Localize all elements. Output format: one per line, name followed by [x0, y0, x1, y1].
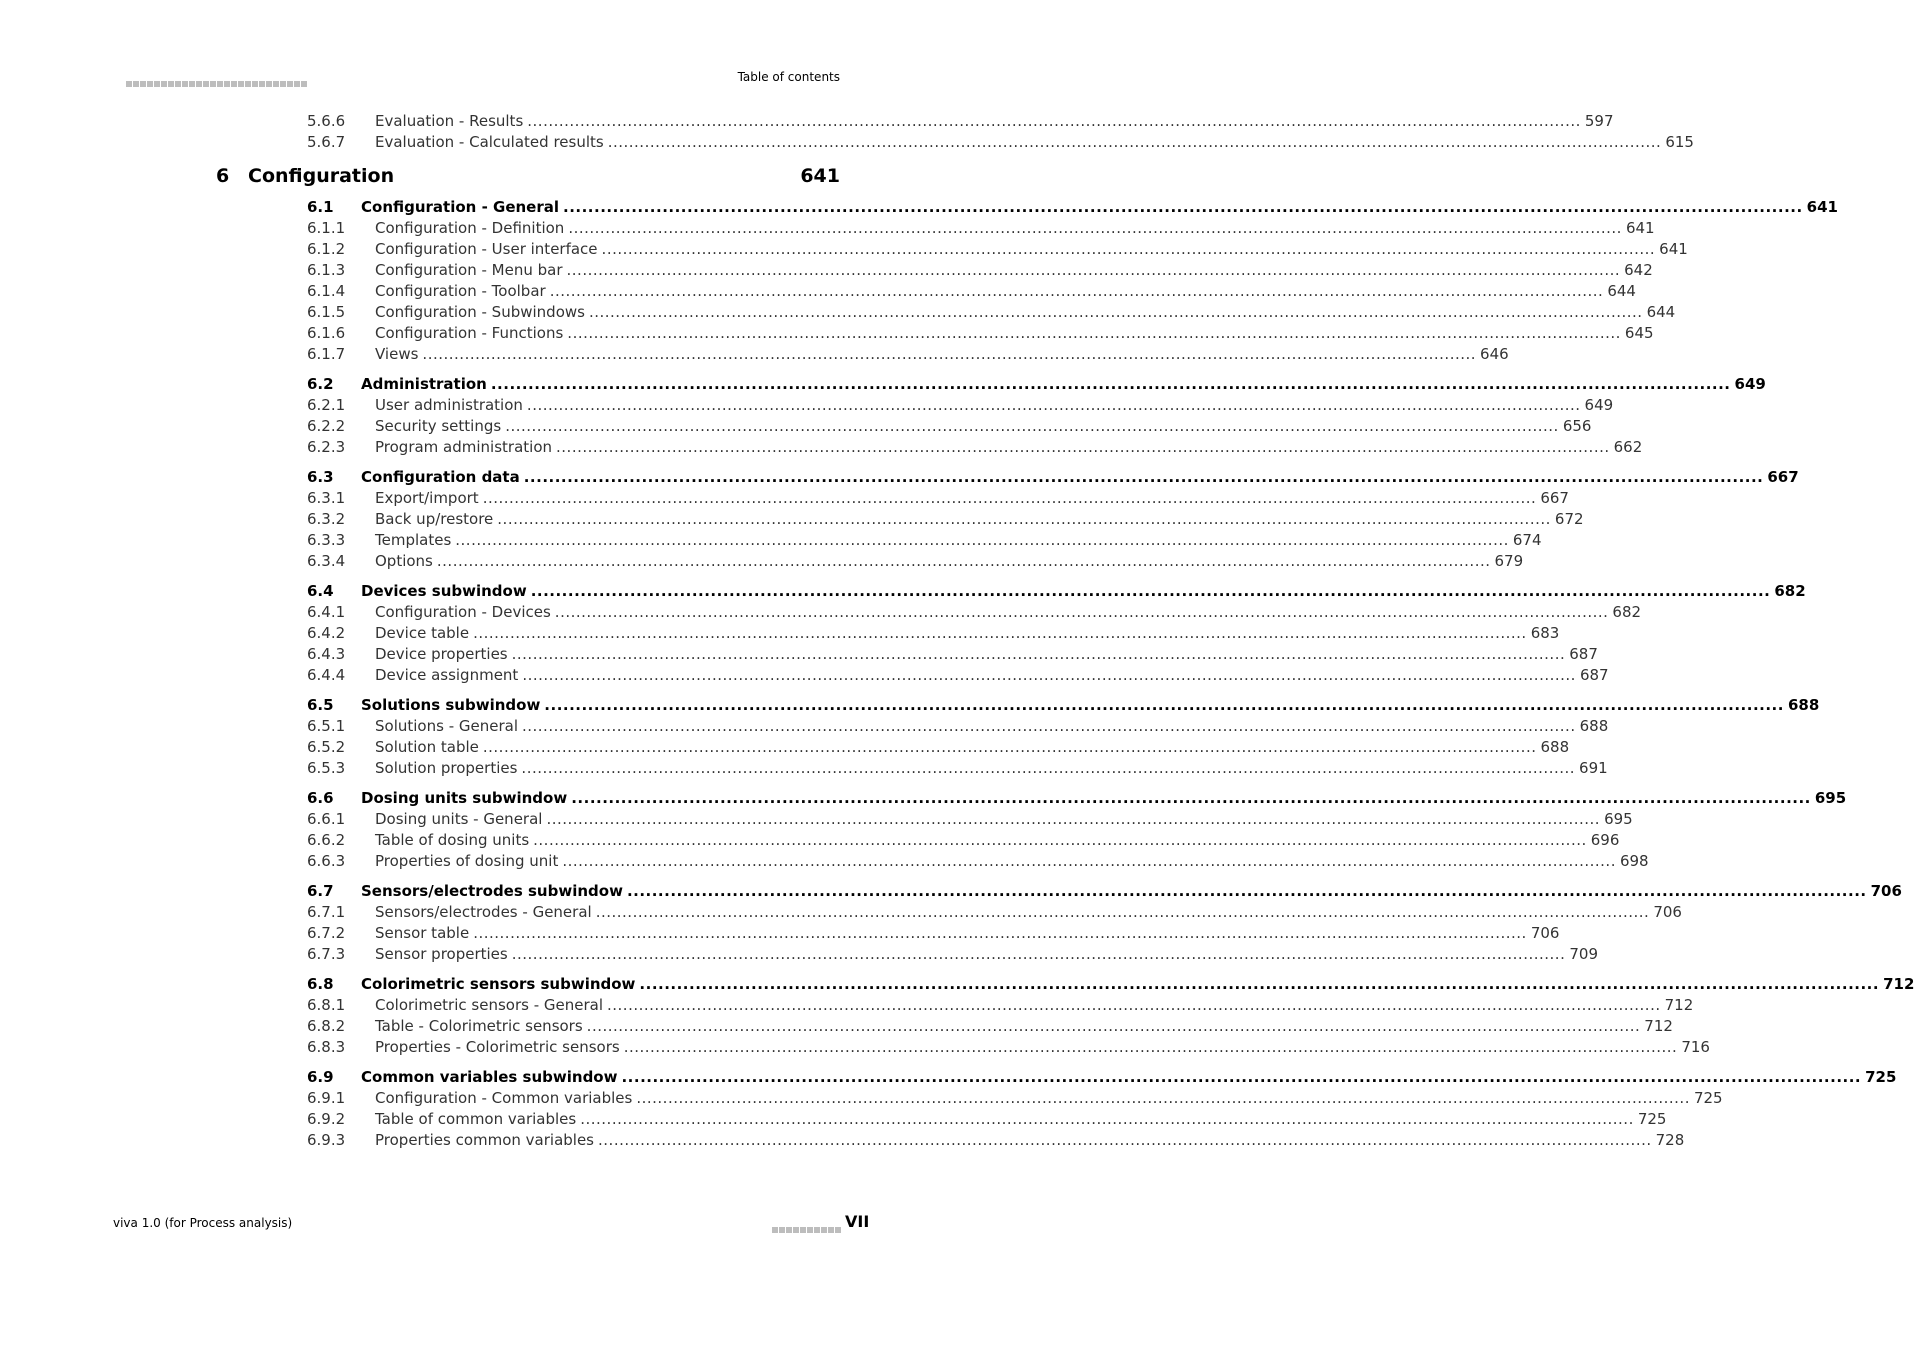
- dot-leader: ........................................................................................................................................................................................................: [497, 510, 1551, 528]
- toc-number: 6.6: [307, 789, 334, 807]
- toc-page-number: 706: [1653, 903, 1682, 921]
- toc-number: 6.5.1: [307, 717, 346, 735]
- toc-number: 6.7.3: [307, 945, 346, 963]
- toc-title: Device assignment: [375, 666, 519, 684]
- dot-leader: ........................................................................................................................................................................................................: [562, 852, 1616, 870]
- dot-leader: ........................................................................................................................................................................................................: [546, 810, 1601, 828]
- toc-title: Administration: [361, 375, 487, 393]
- toc-page-number: 649: [1734, 375, 1766, 393]
- toc-subsection[interactable]: [307, 133, 1694, 151]
- toc-page-number: 662: [1613, 438, 1643, 456]
- toc-subsection[interactable]: [307, 396, 1614, 414]
- toc-title: Configuration data: [361, 468, 520, 486]
- toc-subsection[interactable]: [307, 645, 1598, 663]
- dot-leader: ........................................................................................................................................................................................................: [530, 582, 1771, 600]
- toc-page-number: 691: [1579, 759, 1608, 777]
- toc-title: Common variables subwindow: [361, 1068, 618, 1086]
- toc-subsection[interactable]: [307, 717, 1609, 735]
- toc-page-number: 646: [1480, 345, 1509, 363]
- toc-title: Table - Colorimetric sensors: [375, 1017, 583, 1035]
- toc-title: Solutions - General: [375, 717, 518, 735]
- dot-leader: ........................................................................................................................................................................................................: [527, 112, 1581, 130]
- toc-number: 6.3.2: [307, 510, 346, 528]
- toc-page-number: 716: [1681, 1038, 1710, 1056]
- toc-page-number: 641: [1659, 240, 1688, 258]
- toc-subsection[interactable]: [307, 924, 1560, 942]
- toc-page-number: 709: [1569, 945, 1598, 963]
- dot-leader: ........................................................................................................................................................................................................: [636, 1089, 1690, 1107]
- toc-number: 6.8.1: [307, 996, 346, 1014]
- toc-title: Sensor properties: [375, 945, 508, 963]
- dot-leader: ........................................................................................................................................................................................................: [621, 1068, 1862, 1086]
- toc-number: 6.9: [307, 1068, 334, 1086]
- toc-page-number: 725: [1865, 1068, 1897, 1086]
- toc-page-number: 698: [1619, 852, 1649, 870]
- toc-subsection[interactable]: [307, 1038, 1710, 1056]
- dot-leader: ........................................................................................................................................................................................................: [490, 375, 1731, 393]
- toc-number: 6.5: [307, 696, 334, 714]
- toc-page-number: 725: [1693, 1089, 1723, 1107]
- toc-page-number: 656: [1562, 417, 1592, 435]
- toc-title: Configuration - Subwindows: [375, 303, 585, 321]
- toc-page-number: 687: [1569, 645, 1598, 663]
- toc-page-number: 674: [1512, 531, 1542, 549]
- toc-number: 6.1.5: [307, 303, 346, 321]
- toc-number: 6.4.4: [307, 666, 346, 684]
- toc-title: Device properties: [375, 645, 508, 663]
- toc-subsection[interactable]: [307, 303, 1676, 321]
- dot-leader: ........................................................................................................................................................................................................: [567, 324, 1621, 342]
- toc-page-number: 645: [1624, 324, 1654, 342]
- toc-page-number: 641: [1806, 198, 1838, 216]
- dot-leader: ........................................................................................................................................................................................................: [586, 1017, 1641, 1035]
- dot-leader: ........................................................................................................................................................................................................: [523, 468, 1764, 486]
- dot-leader: ........................................................................................................................................................................................................: [522, 666, 1576, 684]
- toc-title: Program administration: [375, 438, 553, 456]
- toc-page-number: 712: [1664, 996, 1694, 1014]
- toc-subsection[interactable]: [307, 1089, 1723, 1107]
- dot-leader: ........................................................................................................................................................................................................: [580, 1110, 1634, 1128]
- toc-number: 6.1.3: [307, 261, 346, 279]
- toc-page-number: 696: [1590, 831, 1620, 849]
- toc-title: Evaluation - Calculated results: [375, 133, 604, 151]
- toc-page-number: 641: [1625, 219, 1655, 237]
- toc-title: Dosing units subwindow: [361, 789, 568, 807]
- dot-leader: ........................................................................................................................................................................................................: [482, 738, 1537, 756]
- toc-title: Properties common variables: [375, 1131, 595, 1149]
- dot-leader: ........................................................................................................................................................................................................: [455, 531, 1509, 549]
- dot-leader: ........................................................................................................................................................................................................: [607, 996, 1661, 1014]
- toc-page-number: 667: [1540, 489, 1569, 507]
- toc-page-number: 688: [1787, 696, 1820, 714]
- toc-subsection[interactable]: [307, 1110, 1667, 1128]
- toc-page-number: 725: [1637, 1110, 1667, 1128]
- toc-number: 6.3.4: [307, 552, 346, 570]
- dot-leader: ........................................................................................................................................................................................................: [598, 1131, 1652, 1149]
- toc-page-number: 712: [1883, 975, 1914, 993]
- toc-subsection[interactable]: [307, 438, 1643, 456]
- dot-leader: ........................................................................................................................................................................................................: [533, 831, 1587, 849]
- toc-title: Templates: [375, 531, 452, 549]
- dot-leader: ........................................................................................................................................................................................................: [473, 924, 1527, 942]
- toc-page-number: 706: [1530, 924, 1560, 942]
- toc-title: Sensor table: [375, 924, 470, 942]
- toc-title: Properties of dosing unit: [375, 852, 559, 870]
- toc-number: 6.2.3: [307, 438, 346, 456]
- toc-page-number: 706: [1870, 882, 1902, 900]
- dot-leader: ........................................................................................................................................................................................................: [482, 489, 1537, 507]
- toc-title: Configuration - Menu bar: [375, 261, 563, 279]
- toc-title: Configuration - Functions: [375, 324, 564, 342]
- toc-title: Configuration - Toolbar: [375, 282, 546, 300]
- toc-number: 6.6.3: [307, 852, 346, 870]
- toc-subsection[interactable]: [307, 552, 1524, 570]
- running-header: Table of contents: [737, 70, 840, 84]
- dot-leader: ........................................................................................................................................................................................................: [505, 417, 1559, 435]
- toc-number: 6.3.1: [307, 489, 346, 507]
- toc-subsection[interactable]: [307, 945, 1598, 963]
- toc-page-number: 644: [1607, 282, 1636, 300]
- toc-subsection[interactable]: [307, 489, 1569, 507]
- toc-subsection[interactable]: [307, 666, 1609, 684]
- toc-section[interactable]: [307, 1068, 1897, 1086]
- toc-page-number: 641: [800, 165, 840, 187]
- dot-leader: ........................................................................................................................................................................................................: [623, 1038, 1678, 1056]
- dot-leader: ........................................................................................................................................................................................................: [556, 438, 1610, 456]
- toc-number: 6.8.2: [307, 1017, 346, 1035]
- toc-number: 6.7.1: [307, 903, 346, 921]
- toc-title: Device table: [375, 624, 470, 642]
- dot-leader: ........................................................................................................................................................................................................: [521, 759, 1576, 777]
- toc-subsection[interactable]: [307, 831, 1620, 849]
- toc-subsection[interactable]: [307, 510, 1584, 528]
- toc-subsection[interactable]: [307, 240, 1688, 258]
- toc-section[interactable]: [307, 975, 1914, 993]
- toc-page-number: 682: [1612, 603, 1642, 621]
- dot-leader: ........................................................................................................................................................................................................: [607, 133, 1662, 151]
- toc-title: Configuration - User interface: [375, 240, 598, 258]
- toc-number: 6.4.3: [307, 645, 346, 663]
- toc-subsection[interactable]: [307, 112, 1614, 130]
- footer-decoration: [772, 1218, 842, 1237]
- toc-title: Configuration: [248, 165, 395, 187]
- toc-page-number: 688: [1579, 717, 1609, 735]
- toc-title: Solution properties: [375, 759, 518, 777]
- toc-number: 6.4.1: [307, 603, 346, 621]
- toc-number: 6.3: [307, 468, 334, 486]
- toc-section[interactable]: [307, 375, 1766, 393]
- header-decoration: [126, 72, 308, 91]
- toc-number: 6.4: [307, 582, 334, 600]
- toc-page-number: 683: [1530, 624, 1560, 642]
- toc-page-number: 682: [1774, 582, 1806, 600]
- toc-page-number: 679: [1494, 552, 1524, 570]
- toc-subsection[interactable]: [307, 996, 1694, 1014]
- toc-number: 6.2.1: [307, 396, 346, 414]
- toc-subsection[interactable]: [307, 810, 1633, 828]
- toc-subsection[interactable]: [307, 1131, 1685, 1149]
- dot-leader: ........................................................................................................................................................................................................: [566, 261, 1621, 279]
- toc-subsection[interactable]: [307, 624, 1560, 642]
- toc-number: 6.9.2: [307, 1110, 346, 1128]
- toc-page-number: 688: [1540, 738, 1570, 756]
- toc-title: User administration: [375, 396, 523, 414]
- toc-number: 6.8.3: [307, 1038, 346, 1056]
- toc-subsection[interactable]: [307, 219, 1655, 237]
- dot-leader: ........................................................................................................................................................................................................: [544, 696, 1784, 714]
- toc-number: 6.1: [307, 198, 334, 216]
- toc-title: Devices subwindow: [361, 582, 527, 600]
- toc-title: Colorimetric sensors subwindow: [361, 975, 636, 993]
- toc-number: 6.4.2: [307, 624, 346, 642]
- toc-subsection[interactable]: [307, 345, 1509, 363]
- toc-title: Security settings: [375, 417, 502, 435]
- dot-leader: ........................................................................................................................................................................................................: [526, 396, 1581, 414]
- dot-leader: ........................................................................................................................................................................................................: [571, 789, 1811, 807]
- toc-page-number: 597: [1584, 112, 1614, 130]
- toc-number: 5.6.7: [307, 133, 346, 151]
- toc-chapter[interactable]: [216, 165, 840, 187]
- toc-page-number: 644: [1646, 303, 1676, 321]
- toc-page-number: 695: [1814, 789, 1847, 807]
- toc-page-number: 649: [1584, 396, 1614, 414]
- toc-page-number: 667: [1767, 468, 1799, 486]
- dot-leader: ........................................................................................................................................................................................................: [601, 240, 1656, 258]
- toc-title: Configuration - Common variables: [375, 1089, 633, 1107]
- toc-subsection[interactable]: [307, 903, 1682, 921]
- toc-subsection[interactable]: [307, 282, 1636, 300]
- toc-number: 6.3.3: [307, 531, 346, 549]
- dot-leader: ........................................................................................................................................................................................................: [554, 603, 1609, 621]
- toc-number: 6.5.3: [307, 759, 346, 777]
- toc-page-number: 672: [1554, 510, 1584, 528]
- toc-number: 6.6.1: [307, 810, 346, 828]
- toc-page-number: 695: [1604, 810, 1633, 828]
- toc-number: 6.5.2: [307, 738, 346, 756]
- toc-title: Configuration - General: [361, 198, 560, 216]
- toc-subsection[interactable]: [307, 417, 1592, 435]
- toc-title: Evaluation - Results: [375, 112, 524, 130]
- toc-number: 6.2: [307, 375, 334, 393]
- dot-leader: ........................................................................................................................................................................................................: [511, 645, 1566, 663]
- dot-leader: ........................................................................................................................................................................................................: [549, 282, 1604, 300]
- toc-page-number: 712: [1644, 1017, 1673, 1035]
- toc-subsection[interactable]: [307, 852, 1649, 870]
- dot-leader: ........................................................................................................................................................................................................: [595, 903, 1650, 921]
- toc-title: Configuration - Devices: [375, 603, 551, 621]
- toc-subsection[interactable]: [307, 603, 1642, 621]
- toc-page-number: 615: [1665, 133, 1694, 151]
- toc-title: Table of common variables: [375, 1110, 577, 1128]
- toc-number: 6: [216, 165, 230, 187]
- toc-title: Options: [375, 552, 433, 570]
- dot-leader: ........................................................................................................................................................................................................: [473, 624, 1527, 642]
- toc-number: 6.1.6: [307, 324, 346, 342]
- toc-number: 6.2.2: [307, 417, 346, 435]
- page-number: VII: [845, 1212, 870, 1231]
- toc-subsection[interactable]: [307, 759, 1608, 777]
- toc-page-number: 642: [1624, 261, 1653, 279]
- toc-title: Dosing units - General: [375, 810, 543, 828]
- toc-title: Solution table: [375, 738, 479, 756]
- toc-number: 6.8: [307, 975, 334, 993]
- toc-title: Sensors/electrodes - General: [375, 903, 592, 921]
- toc-number: 6.9.3: [307, 1131, 346, 1149]
- toc-subsection[interactable]: [307, 738, 1570, 756]
- toc-title: Solutions subwindow: [361, 696, 541, 714]
- toc-number: 6.1.4: [307, 282, 346, 300]
- toc-section[interactable]: [307, 882, 1902, 900]
- dot-leader: ........................................................................................................................................................................................................: [568, 219, 1622, 237]
- dot-leader: ........................................................................................................................................................................................................: [422, 345, 1477, 363]
- toc-title: Back up/restore: [375, 510, 494, 528]
- toc-subsection[interactable]: [307, 261, 1653, 279]
- dot-leader: ........................................................................................................................................................................................................: [588, 303, 1643, 321]
- dot-leader: ........................................................................................................................................................................................................: [626, 882, 1867, 900]
- toc-number: 6.7.2: [307, 924, 346, 942]
- dot-leader: ........................................................................................................................................................................................................: [511, 945, 1566, 963]
- toc-title: Properties - Colorimetric sensors: [375, 1038, 620, 1056]
- toc-section[interactable]: [307, 696, 1820, 714]
- toc-title: Table of dosing units: [375, 831, 530, 849]
- toc-number: 6.1.1: [307, 219, 346, 237]
- dot-leader: ........................................................................................................................................................................................................: [639, 975, 1880, 993]
- toc-number: 6.6.2: [307, 831, 346, 849]
- dot-leader: ........................................................................................................................................................................................................: [563, 198, 1803, 216]
- toc-title: Sensors/electrodes subwindow: [361, 882, 623, 900]
- toc-page-number: 728: [1655, 1131, 1685, 1149]
- toc-number: 5.6.6: [307, 112, 346, 130]
- toc-section[interactable]: [307, 789, 1847, 807]
- toc-section[interactable]: [307, 198, 1838, 216]
- toc-section[interactable]: [307, 468, 1799, 486]
- toc-subsection[interactable]: [307, 531, 1542, 549]
- footer-product-label: viva 1.0 (for Process analysis): [113, 1216, 293, 1230]
- toc-number: 6.1.2: [307, 240, 346, 258]
- dot-leader: ........................................................................................................................................................................................................: [521, 717, 1576, 735]
- toc-number: 6.9.1: [307, 1089, 346, 1107]
- toc-title: Views: [375, 345, 419, 363]
- toc-subsection[interactable]: [307, 1017, 1673, 1035]
- toc-section[interactable]: [307, 582, 1806, 600]
- toc-number: 6.7: [307, 882, 334, 900]
- toc-title: Configuration - Definition: [375, 219, 565, 237]
- toc-number: 6.1.7: [307, 345, 346, 363]
- toc-title: Colorimetric sensors - General: [375, 996, 603, 1014]
- dot-leader: ........................................................................................................................................................................................................: [436, 552, 1491, 570]
- toc-subsection[interactable]: [307, 324, 1654, 342]
- toc-page-number: 687: [1579, 666, 1609, 684]
- toc-title: Export/import: [375, 489, 479, 507]
